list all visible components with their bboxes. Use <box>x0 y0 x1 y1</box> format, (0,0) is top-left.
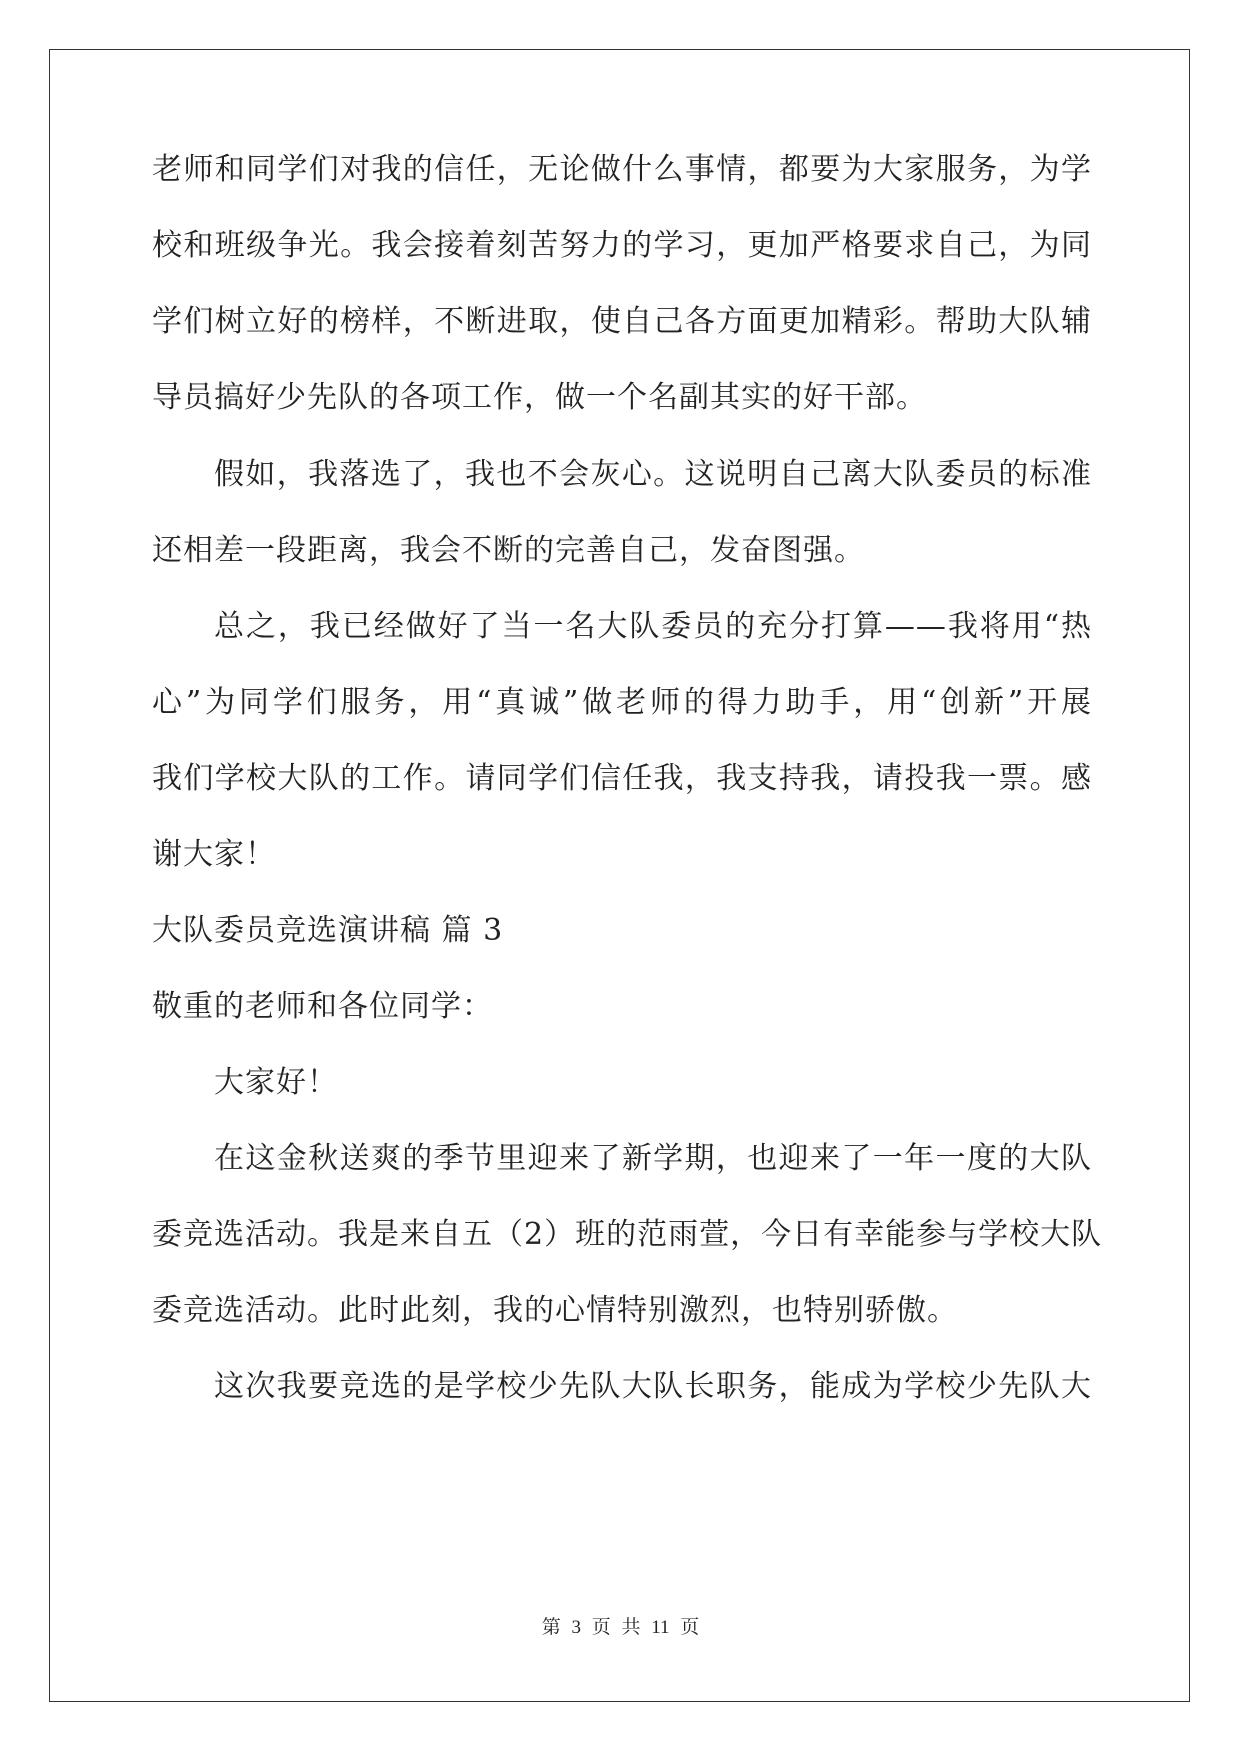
paragraph-line: 我们学校大队的工作。请同学们信任我，我支持我，请投我一票。感 <box>152 761 1092 796</box>
paragraph-line: 还相差一段距离，我会不断的完善自己，发奋图强。 <box>152 533 865 568</box>
greeting: 大家好！ <box>214 1065 338 1100</box>
paragraph-line: 谢大家！ <box>152 837 276 872</box>
paragraph-line: 假如，我落选了，我也不会灰心。这说明自己离大队委员的标准 <box>214 457 1092 492</box>
paragraph-line: 校和班级争光。我会接着刻苦努力的学习，更加严格要求自己，为同 <box>152 228 1092 263</box>
paragraph-line: 导员搞好少先队的各项工作，做一个名副其实的好干部。 <box>152 380 927 415</box>
paragraph-line: 在这金秋送爽的季节里迎来了新学期，也迎来了一年一度的大队 <box>214 1141 1092 1176</box>
paragraph-line: 总之，我已经做好了当一名大队委员的充分打算——我将用“热 <box>214 609 1092 644</box>
paragraph-line: 心”为同学们服务，用“真诚”做老师的得力助手，用“创新”开展 <box>152 685 1092 720</box>
section-heading: 大队委员竞选演讲稿 篇 3 <box>152 913 504 948</box>
page-border <box>49 49 1190 1702</box>
paragraph-line: 学们树立好的榜样，不断进取，使自己各方面更加精彩。帮助大队辅 <box>152 304 1092 339</box>
paragraph-line: 委竞选活动。此时此刻，我的心情特别激烈，也特别骄傲。 <box>152 1293 958 1328</box>
salutation: 敬重的老师和各位同学： <box>152 989 493 1024</box>
paragraph-line: 这次我要竞选的是学校少先队大队长职务，能成为学校少先队大 <box>214 1369 1092 1404</box>
page-number: 第 3 页 共 11 页 <box>541 1617 700 1638</box>
paragraph-line: 老师和同学们对我的信任，无论做什么事情，都要为大家服务，为学 <box>152 152 1092 187</box>
paragraph-line: 委竞选活动。我是来自五（2）班的范雨萱，今日有幸能参与学校大队 <box>152 1217 1103 1252</box>
